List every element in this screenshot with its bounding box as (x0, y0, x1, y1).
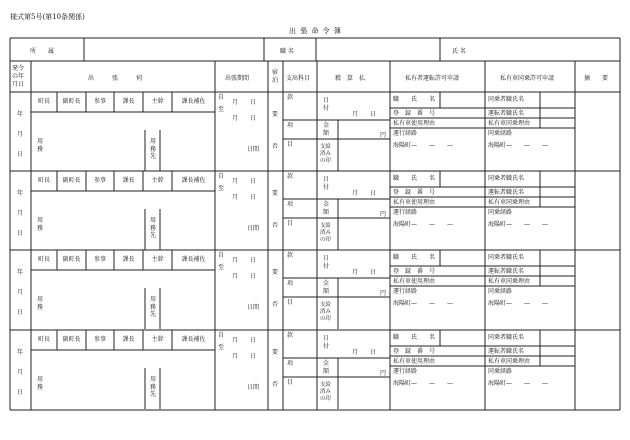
lodging-no: 否 (272, 143, 279, 150)
approval-stamp-label: 課長補佐 (181, 256, 206, 263)
approval-stamp-label: 副町長 (62, 256, 81, 263)
driver-name-label: 職 氏 名 (393, 96, 436, 103)
kan-label: 款 (287, 173, 294, 180)
carpool-reason-label: 私有車同乗理由 (488, 278, 531, 285)
lodging-yes: 要 (272, 269, 279, 276)
driver-name2-label: 運転者職氏名 (488, 268, 525, 275)
approval-stamp-label: 参事 (93, 98, 106, 105)
day-label: 日 (17, 230, 24, 237)
approval-stamp-label: 課長 (122, 256, 135, 263)
paid-seal-label: 支給済みの印 (320, 144, 331, 164)
moku-label: 目 (287, 299, 294, 306)
approval-stamp-label: 課長 (122, 98, 135, 105)
carpool-line: 海陽町— — — (488, 142, 549, 149)
errand-label: 用務 (36, 138, 43, 153)
date-label: 日付 (322, 255, 329, 270)
approval-stamp-label: 町長 (37, 336, 50, 343)
lodging-no: 否 (272, 222, 279, 229)
approval-stamp-label: 課長補佐 (181, 177, 206, 184)
approval-stamp-label: 主幹 (151, 98, 164, 105)
carpool-reason-label: 私有車同乗理由 (488, 199, 531, 206)
approval-stamp-label: 参事 (93, 336, 106, 343)
approval-stamp-label: 課長 (122, 177, 135, 184)
approval-stamp-label: 主幹 (151, 177, 164, 184)
kan-label: 款 (287, 252, 294, 259)
carpool-header: 私有車同乗許可申請 (500, 75, 555, 82)
route-line: 海陽町— — — (393, 221, 454, 228)
lodging-no: 否 (272, 301, 279, 308)
route-line: 海陽町— — — (393, 142, 454, 149)
year-label: 年 (17, 349, 24, 356)
to-label: 至 (218, 264, 225, 271)
from-date: 月 日 (232, 257, 257, 264)
position-label: 職 名 (280, 48, 294, 55)
approval-stamp-label: 参事 (93, 177, 106, 184)
month-label: 月 (17, 210, 24, 217)
yen-label: 円 (380, 132, 387, 139)
days-label: 日間 (247, 225, 260, 232)
paid-seal-label: 支給済みの印 (320, 382, 331, 402)
day-label: 日 (17, 389, 24, 396)
to-date: 月 日 (232, 194, 257, 201)
yen-label: 円 (380, 290, 387, 297)
settle-date: 月 日 (352, 111, 377, 118)
period-header: 出張期間 (225, 75, 250, 82)
from-label: 自 (218, 332, 225, 339)
page-title: 出 張 命 令 簿 (289, 27, 342, 35)
day-label: 日 (17, 309, 24, 316)
passenger-name-label: 同乗者職氏名 (488, 254, 525, 261)
amount-label: 金額 (322, 280, 329, 295)
driver-name-label: 職 氏 名 (393, 334, 436, 341)
route-label: 運行経路 (393, 368, 418, 375)
amount-label: 金額 (322, 360, 329, 375)
approval-stamp-label: 主幹 (151, 336, 164, 343)
driver-name2-label: 運転者職氏名 (488, 110, 525, 117)
lodging-header: 宿 泊 (272, 69, 279, 84)
approval-stamp-label: 副町長 (62, 336, 81, 343)
from-date: 月 日 (232, 99, 257, 106)
year-label: 年 (17, 190, 24, 197)
trip-header: 出 張 伺 (88, 75, 145, 82)
month-label: 月 (17, 289, 24, 296)
kan-label: 款 (287, 332, 294, 339)
to-date: 月 日 (232, 273, 257, 280)
carpool-route-label: 同乗経路 (488, 130, 513, 137)
driver-name-label: 職 氏 名 (393, 254, 436, 261)
route-line: 海陽町— — — (393, 300, 454, 307)
to-label: 至 (218, 185, 225, 192)
carpool-route-label: 同乗経路 (488, 209, 513, 216)
yen-label: 円 (380, 211, 387, 218)
days-label: 日間 (247, 146, 260, 153)
passenger-name-label: 同乗者職氏名 (488, 175, 525, 182)
form-number: 様式第5号(第10条関係) (10, 13, 85, 21)
kou-label: 項 (287, 201, 294, 208)
route-label: 運行経路 (393, 130, 418, 137)
paid-seal-label: 支給済みの印 (320, 302, 331, 322)
approval-stamp-label: 町長 (37, 98, 50, 105)
budget-header: 支出科目 (286, 75, 311, 82)
moku-label: 目 (287, 379, 294, 386)
settle-date: 月 日 (352, 190, 377, 197)
destination-label: 用務先 (149, 138, 156, 160)
approval-stamp-label: 主幹 (151, 256, 164, 263)
kou-label: 項 (287, 122, 294, 129)
approval-stamp-label: 課長補佐 (181, 336, 206, 343)
days-label: 日間 (247, 384, 260, 391)
carpool-reason-label: 私有車同乗理由 (488, 358, 531, 365)
lodging-yes: 要 (272, 190, 279, 197)
destination-label: 用務先 (149, 376, 156, 398)
errand-label: 用務 (36, 217, 43, 232)
settle-date: 月 日 (352, 269, 377, 276)
errand-label: 用務 (36, 296, 43, 311)
day-label: 日 (17, 151, 24, 158)
from-label: 自 (218, 173, 225, 180)
settle-date: 月 日 (352, 349, 377, 356)
date-label: 日付 (322, 335, 329, 350)
kan-label: 款 (287, 94, 294, 101)
reg-no-label: 登 録 番 号 (393, 110, 436, 117)
to-label: 至 (218, 344, 225, 351)
moku-label: 目 (287, 220, 294, 227)
carpool-route-label: 同乗経路 (488, 368, 513, 375)
from-label: 自 (218, 252, 225, 259)
name-label: 氏 名 (452, 48, 466, 55)
date-label: 日付 (322, 97, 329, 112)
amount-label: 金額 (322, 201, 329, 216)
carpool-line: 海陽町— — — (488, 221, 549, 228)
carpool-line: 海陽町— — — (488, 380, 549, 387)
private-car-header: 私有者運転許可申請 (405, 75, 460, 82)
route-line: 海陽町— — — (393, 380, 454, 387)
to-label: 至 (218, 106, 225, 113)
private-reason-label: 私有車使用理由 (393, 358, 436, 365)
passenger-name-label: 同乗者職氏名 (488, 96, 525, 103)
errand-label: 用務 (36, 376, 43, 391)
from-date: 月 日 (232, 178, 257, 185)
destination-label: 用務先 (149, 217, 156, 239)
reg-no-label: 登 録 番 号 (393, 268, 436, 275)
moku-label: 目 (287, 141, 294, 148)
settlement-header: 精 算 払 (335, 75, 366, 82)
affiliation-label: 所 属 (30, 48, 55, 55)
route-label: 運行経路 (393, 209, 418, 216)
private-reason-label: 私有車使用理由 (393, 278, 436, 285)
lodging-yes: 要 (272, 111, 279, 118)
year-label: 年 (17, 269, 24, 276)
kou-label: 項 (287, 280, 294, 287)
kou-label: 項 (287, 360, 294, 367)
carpool-route-label: 同乗経路 (488, 288, 513, 295)
driver-name2-label: 運転者職氏名 (488, 348, 525, 355)
private-reason-label: 私有車使用理由 (393, 120, 436, 127)
approval-stamp-label: 町長 (37, 177, 50, 184)
days-label: 日間 (247, 304, 260, 311)
reg-no-label: 登 録 番 号 (393, 189, 436, 196)
from-date: 月 日 (232, 337, 257, 344)
approval-stamp-label: 副町長 (62, 98, 81, 105)
from-label: 自 (218, 94, 225, 101)
route-label: 運行経路 (393, 288, 418, 295)
yen-label: 円 (380, 370, 387, 377)
year-label: 年 (17, 111, 24, 118)
month-label: 月 (17, 131, 24, 138)
carpool-line: 海陽町— — — (488, 300, 549, 307)
order-date-header: 発令 の年 月日 (12, 65, 25, 88)
to-date: 月 日 (232, 353, 257, 360)
lodging-yes: 要 (272, 349, 279, 356)
to-date: 月 日 (232, 115, 257, 122)
approval-stamp-label: 課長 (122, 336, 135, 343)
private-reason-label: 私有車使用理由 (393, 199, 436, 206)
approval-stamp-label: 町長 (37, 256, 50, 263)
paid-seal-label: 支給済みの印 (320, 223, 331, 243)
destination-label: 用務先 (149, 296, 156, 318)
amount-label: 金額 (322, 122, 329, 137)
reg-no-label: 登 録 番 号 (393, 348, 436, 355)
driver-name-label: 職 氏 名 (393, 175, 436, 182)
remarks-header: 摘 要 (584, 75, 609, 82)
date-label: 日付 (322, 176, 329, 191)
approval-stamp-label: 副町長 (62, 177, 81, 184)
approval-stamp-label: 課長補佐 (181, 98, 206, 105)
driver-name2-label: 運転者職氏名 (488, 189, 525, 196)
passenger-name-label: 同乗者職氏名 (488, 334, 525, 341)
lodging-no: 否 (272, 381, 279, 388)
approval-stamp-label: 参事 (93, 256, 106, 263)
month-label: 月 (17, 369, 24, 376)
carpool-reason-label: 私有車同乗理由 (488, 120, 531, 127)
